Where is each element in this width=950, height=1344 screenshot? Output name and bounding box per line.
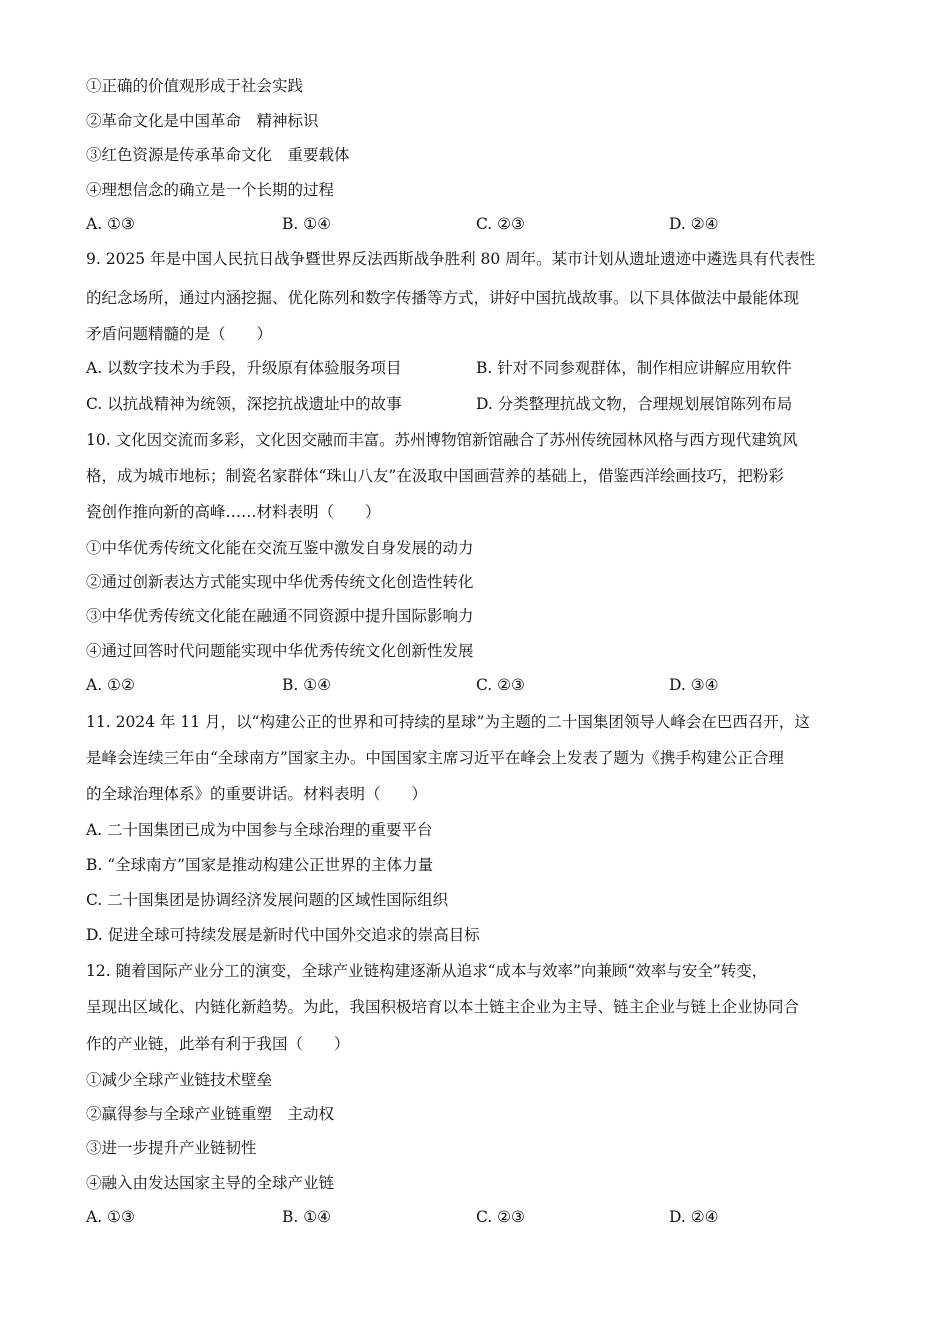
question-10-line-2: 格，成为城市地标；制瓷名家群体“珠山八友”在汲取中国画营养的基础上，借鉴西洋绘画技巧，把粉彩: [86, 467, 784, 485]
option-c[interactable]: C. ②③: [476, 215, 525, 233]
question-12-line-1: 12. 随着国际产业分工的演变，全球产业链构建逐渐从追求“成本与效率”向兼顾“效率与安全”转变，: [86, 962, 768, 980]
question-11-line-1: 11. 2024 年 11 月，以“构建公正的世界和可持续的星球”为主题的二十国集团领导人峰会在巴西召开，这: [86, 713, 810, 731]
statement-4: ④融入由发达国家主导的全球产业链: [86, 1174, 335, 1192]
question-9-options-row-2: [86, 394, 876, 414]
question-9-options-row-1: [86, 358, 876, 378]
option-b[interactable]: B. ①④: [282, 676, 332, 694]
question-11-line-2: 是峰会连续三年由“全球南方”国家主办。中国国家主席习近平在峰会上发表了题为《携手构建公正合理: [86, 749, 784, 767]
option-d[interactable]: D. ③④: [669, 676, 719, 694]
statement-1: ①中华优秀传统文化能在交流互鉴中激发自身发展的动力: [86, 539, 474, 557]
option-d[interactable]: D. 促进全球可持续发展是新时代中国外交追求的崇高目标: [86, 926, 480, 944]
option-a[interactable]: A. ①③: [86, 1208, 135, 1226]
option-b[interactable]: B. ①④: [282, 1208, 332, 1226]
statement-2: ②通过创新表达方式能实现中华优秀传统文化创造性转化: [86, 573, 474, 591]
statement-2: ②赢得参与全球产业链重塑 主动权: [86, 1105, 335, 1123]
answer-options: [86, 214, 876, 234]
option-b[interactable]: B. 针对不同参观群体，制作相应讲解应用软件: [476, 359, 792, 377]
statement-4: ④通过回答时代问题能实现中华优秀传统文化创新性发展: [86, 642, 474, 660]
option-a[interactable]: A. ①②: [86, 676, 135, 694]
question-11-line-3: 的全球治理体系》的重要讲话。材料表明（ ）: [86, 785, 428, 803]
option-d[interactable]: D. ②④: [669, 1208, 719, 1226]
option-a[interactable]: A. ①③: [86, 215, 135, 233]
statement-3: ③进一步提升产业链韧性: [86, 1139, 257, 1157]
option-a[interactable]: A. 二十国集团已成为中国参与全球治理的重要平台: [86, 821, 433, 839]
question-10-line-1: 10. 文化因交流而多彩，文化因交融而丰富。苏州博物馆新馆融合了苏州传统园林风格与西方现代建筑风: [86, 431, 798, 449]
option-c[interactable]: C. 二十国集团是协调经济发展问题的区域性国际组织: [86, 891, 449, 909]
question-12-line-2: 呈现出区域化、内链化新趋势。为此，我国积极培育以本土链主企业为主导、链主企业与链上企业协同合: [86, 998, 800, 1016]
option-b[interactable]: B. “全球南方”国家是推动构建公正世界的主体力量: [86, 856, 434, 874]
question-10-line-3: 瓷创作推向新的高峰……材料表明（ ）: [86, 503, 381, 521]
statement-3: ③中华优秀传统文化能在融通不同资源中提升国际影响力: [86, 607, 474, 625]
statement-2: ②革命文化是中国革命 精神标识: [86, 112, 319, 130]
option-a[interactable]: A. 以数字技术为手段，升级原有体验服务项目: [86, 359, 402, 377]
statement-1: ①正确的价值观形成于社会实践: [86, 77, 304, 95]
option-c[interactable]: C. ②③: [476, 676, 525, 694]
option-d[interactable]: D. 分类整理抗战文物，合理规划展馆陈列布局: [476, 395, 793, 413]
answer-options: [86, 675, 876, 695]
statement-4: ④理想信念的确立是一个长期的过程: [86, 181, 335, 199]
option-c[interactable]: C. 以抗战精神为统领，深挖抗战遗址中的故事: [86, 395, 402, 413]
question-9-line-1: 9. 2025 年是中国人民抗日战争暨世界反法西斯战争胜利 80 周年。某市计划从遗址遗迹中遴选具有代表性: [86, 250, 816, 268]
question-9-line-3: 矛盾问题精髓的是（ ）: [86, 325, 273, 343]
answer-options: [86, 1207, 876, 1227]
statement-3: ③红色资源是传承革命文化 重要载体: [86, 146, 350, 164]
question-12-line-3: 作的产业链，此举有利于我国（ ）: [86, 1035, 350, 1053]
option-c[interactable]: C. ②③: [476, 1208, 525, 1226]
statement-1: ①减少全球产业链技术壁垒: [86, 1071, 273, 1089]
option-d[interactable]: D. ②④: [669, 215, 719, 233]
question-9-line-2: 的纪念场所，通过内涵挖掘、优化陈列和数字传播等方式，讲好中国抗战故事。以下具体做法中最能体现: [86, 289, 800, 307]
option-b[interactable]: B. ①④: [282, 215, 332, 233]
